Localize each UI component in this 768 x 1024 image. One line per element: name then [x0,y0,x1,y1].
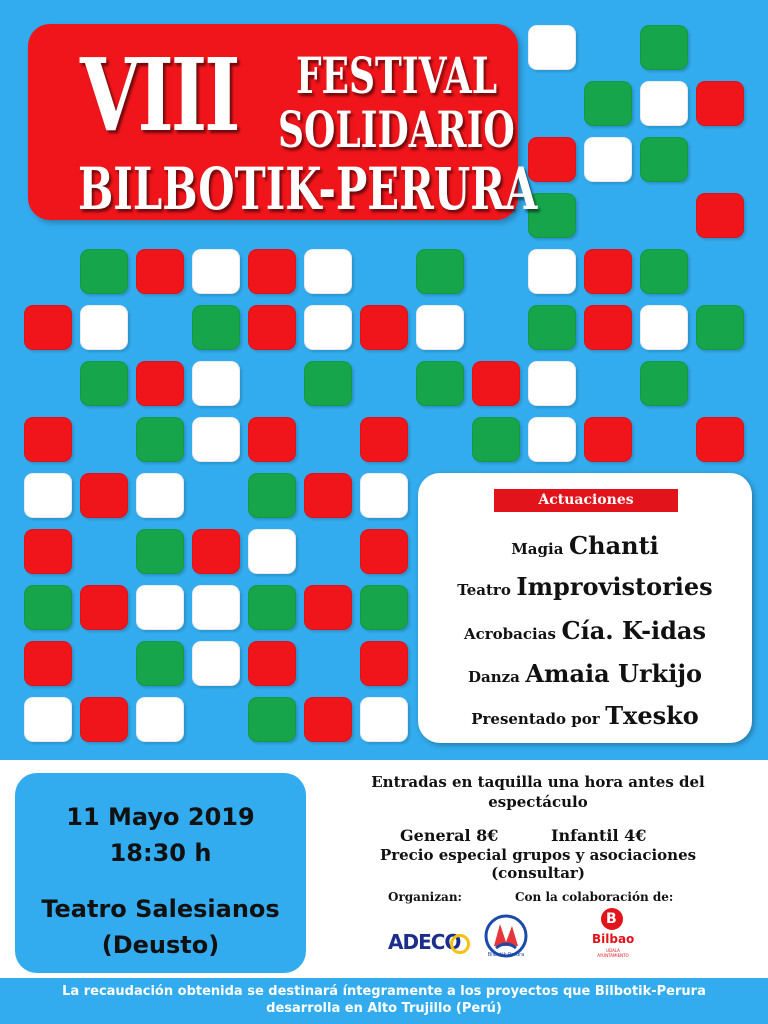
performance-kind: Magia [511,540,564,558]
footer-line2: desarrolla en Alto Trujillo (Perú) [266,1001,502,1016]
white-tile [192,641,240,686]
green-tile [472,417,520,462]
red-tile [24,529,72,574]
green-tile [584,81,632,126]
red-tile [696,193,744,238]
event-venue: Teatro Salesianos [41,895,280,923]
performer-name: Cía. K-idas [561,616,706,645]
green-tile [416,361,464,406]
white-tile [248,529,296,574]
green-tile [248,697,296,742]
event-time: 18:30 h [109,839,212,867]
green-tile [136,417,184,462]
white-tile [136,473,184,518]
bilbao-logo: B Bilbao UDALA AYUNTAMIENTO [592,908,634,966]
green-tile [80,361,128,406]
white-tile [136,585,184,630]
red-tile [24,641,72,686]
red-tile [696,81,744,126]
performances-panel [418,473,752,743]
white-tile [528,249,576,294]
title-solidario: SOLIDARIO [278,100,515,159]
price-infantil: Infantil 4€ [551,826,647,845]
green-tile [416,249,464,294]
ticket-info-line1: Entradas en taquilla una hora antes del [371,773,705,791]
green-tile [360,585,408,630]
performances-heading: Actuaciones [494,489,678,512]
white-tile [528,417,576,462]
green-tile [696,305,744,350]
performer-name: Improvistories [516,572,713,601]
red-tile [696,417,744,462]
performance-item [418,659,752,688]
white-tile [192,585,240,630]
white-tile [24,473,72,518]
performance-kind: Teatro [457,581,511,599]
red-tile [136,361,184,406]
red-tile [248,249,296,294]
white-tile [192,361,240,406]
white-tile [584,137,632,182]
red-tile [192,529,240,574]
performer-name: Txesko [605,701,699,730]
collaborators-label: Con la colaboración de: [515,890,674,904]
title-festival: FESTIVAL [296,46,498,105]
red-tile [248,417,296,462]
price-general: General 8€ [400,826,499,845]
green-tile [640,249,688,294]
organizers-label: Organizan: [388,890,462,904]
red-tile [80,697,128,742]
green-tile [640,361,688,406]
green-tile [136,529,184,574]
red-tile [24,417,72,462]
red-tile [248,641,296,686]
bilbotik-perura-logo: Bilbotik Perura [484,912,528,962]
footer-line1: La recaudación obtenida se destinará íntegramente a los proyectos que Bilbotik-Perura [62,984,706,999]
performer-name: Amaia Urkijo [525,659,703,688]
red-tile [80,473,128,518]
green-tile [248,473,296,518]
white-tile [640,81,688,126]
green-tile [192,305,240,350]
special-price-line2: (consultar) [491,864,585,882]
event-info-section [0,760,768,978]
red-tile [584,305,632,350]
performance-kind: Acrobacias [464,625,556,643]
white-tile [416,305,464,350]
white-tile [304,249,352,294]
red-tile [248,305,296,350]
performance-kind: Presentado por [471,710,600,728]
performer-name: Chanti [569,531,659,560]
edition-numeral: VIII [80,36,238,154]
white-tile [528,361,576,406]
red-tile [360,641,408,686]
white-tile [360,697,408,742]
date-venue-panel [15,773,306,973]
red-tile [136,249,184,294]
white-tile [136,697,184,742]
white-tile [640,305,688,350]
red-tile [584,249,632,294]
green-tile [640,25,688,70]
white-tile [304,305,352,350]
white-tile [192,249,240,294]
green-tile [248,585,296,630]
white-tile [360,473,408,518]
red-tile [304,585,352,630]
red-tile [472,361,520,406]
red-tile [24,305,72,350]
green-tile [136,641,184,686]
green-tile [304,361,352,406]
performance-item [418,531,752,560]
event-date: 11 Mayo 2019 [66,803,255,831]
title-banner [28,24,538,223]
event-district: (Deusto) [101,931,220,959]
green-tile [80,249,128,294]
green-tile [640,137,688,182]
white-tile [528,25,576,70]
ticket-info-line2: espectáculo [488,793,588,811]
red-tile [360,417,408,462]
special-price-line1: Precio especial grupos y asociaciones [379,846,697,864]
red-tile [304,473,352,518]
title-organization: BILBOTIK-PERURA [78,155,538,223]
red-tile [304,697,352,742]
white-tile [192,417,240,462]
green-tile [24,585,72,630]
red-tile [80,585,128,630]
performance-kind: Danza [467,668,520,686]
red-tile [360,305,408,350]
green-tile [528,305,576,350]
footer-banner [0,978,768,1024]
performance-item [418,616,752,645]
white-tile [80,305,128,350]
adeco-logo: ADECO [388,926,470,962]
white-tile [24,697,72,742]
performance-item [418,572,752,601]
performance-item [418,701,752,730]
red-tile [584,417,632,462]
red-tile [360,529,408,574]
